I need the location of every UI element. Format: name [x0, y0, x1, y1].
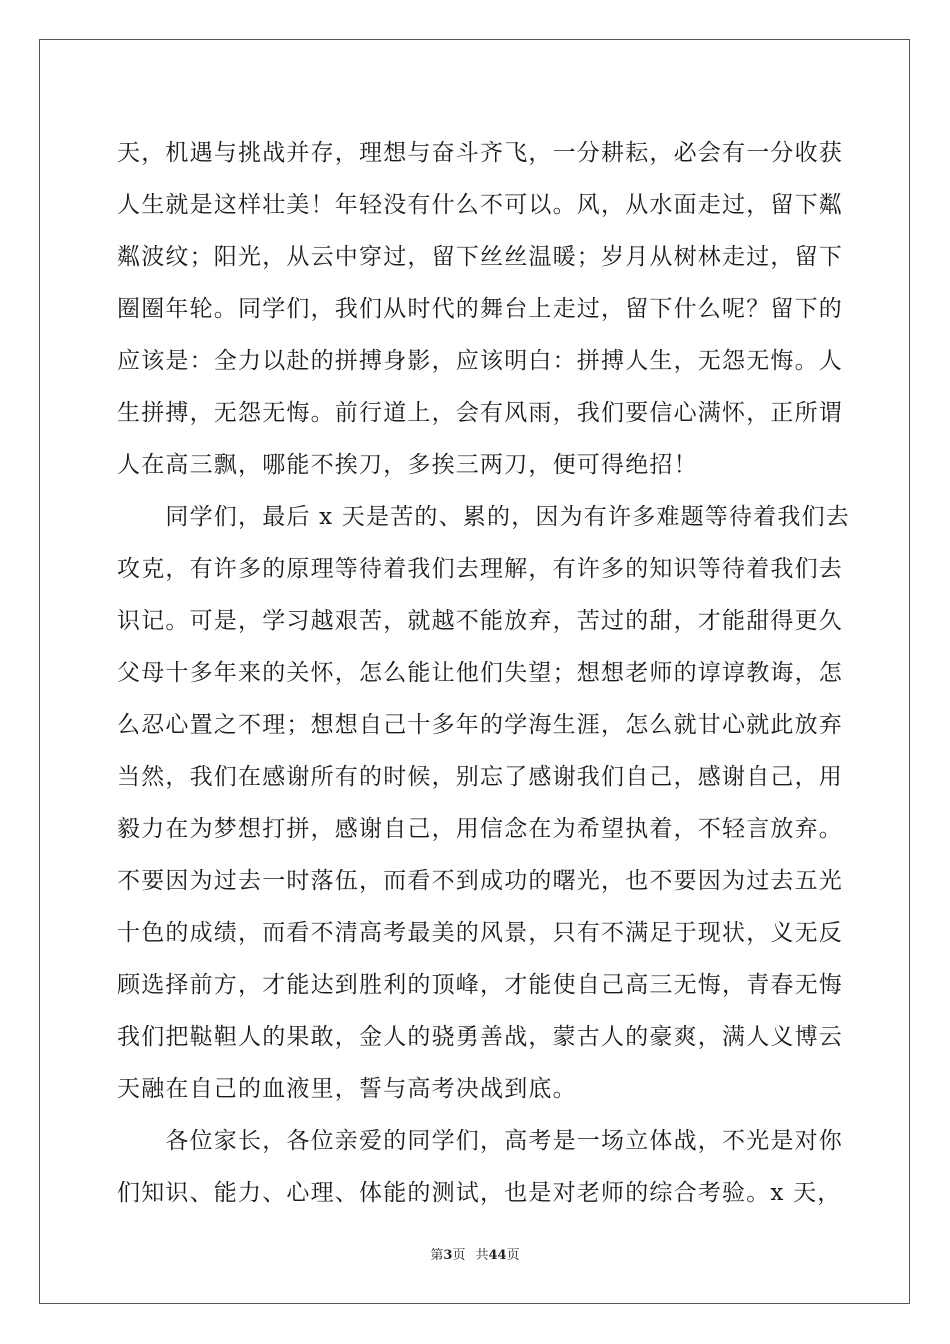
text-line: 人生就是这样壮美！年轻没有什么不可以。风，从水面走过，留下粼 — [117, 192, 843, 218]
text-line: 我们把鞑靼人的果敢，金人的骁勇善战，蒙古人的豪爽，满人义博云 — [117, 1024, 843, 1050]
page-suffix: 页 — [452, 1248, 466, 1263]
text-line: 天融在自己的血液里，誓与高考决战到底。 — [117, 1076, 577, 1102]
text-line: 不要因为过去一时落伍，而看不到成功的曙光，也不要因为过去五光 — [117, 868, 843, 894]
text-line: 粼波纹；阳光，从云中穿过，留下丝丝温暖；岁月从树林走过，留下 — [117, 244, 843, 270]
total-pages: 44 — [488, 1248, 507, 1263]
text-line: 顾选择前方，才能达到胜利的顶峰，才能使自己高三无悔，青春无悔 — [117, 972, 843, 998]
text-line: 当然，我们在感谢所有的时候，别忘了感谢我们自己，感谢自己，用 — [117, 764, 843, 790]
text-line: 人在高三飘，哪能不挨刀，多挨三两刀，便可得绝招！ — [117, 452, 698, 478]
text-line: 么忍心置之不理；想想自己十多年的学海生涯，怎么就甘心就此放弃 — [117, 712, 843, 738]
page-number: 3 — [443, 1248, 453, 1263]
page-footer — [0, 1246, 950, 1266]
text-line: 各位家长，各位亲爱的同学们，高考是一场立体战，不光是对你 — [117, 1128, 843, 1154]
text-line: 天，机遇与挑战并存，理想与奋斗齐飞，一分耕耘，必会有一分收获 — [117, 140, 843, 166]
text-line: 应该是：全力以赴的拼搏身影，应该明白：拼搏人生，无怨无悔。人 — [117, 348, 843, 374]
text-line: 攻克，有许多的原理等待着我们去理解，有许多的知识等待着我们去 — [117, 556, 843, 582]
text-line: 生拼搏，无怨无悔。前行道上，会有风雨，我们要信心满怀，正所谓 — [117, 400, 843, 426]
text-line: 十色的成绩，而看不清高考最美的风景，只有不满足于现状，义无反 — [117, 920, 843, 946]
text-line: 识记。可是，学习越艰苦，就越不能放弃，苦过的甜，才能甜得更久 — [117, 608, 843, 634]
text-line: 圈圈年轮。同学们，我们从时代的舞台上走过，留下什么呢？留下的 — [117, 296, 843, 322]
text-line: 们知识、能力、心理、体能的测试，也是对老师的综合考验。x 天， — [117, 1180, 842, 1206]
text-line: 父母十多年来的关怀，怎么能让他们失望；想想老师的谆谆教诲，怎 — [117, 660, 843, 686]
total-suffix: 页 — [506, 1248, 520, 1263]
text-line: 毅力在为梦想打拼，感谢自己，用信念在为希望执着，不轻言放弃。 — [117, 816, 843, 842]
page-prefix: 第 — [430, 1248, 444, 1263]
total-prefix: 共 — [475, 1248, 489, 1263]
text-line: 同学们，最后 x 天是苦的、累的，因为有许多难题等待着我们去 — [117, 504, 850, 530]
document-body — [117, 127, 850, 1219]
